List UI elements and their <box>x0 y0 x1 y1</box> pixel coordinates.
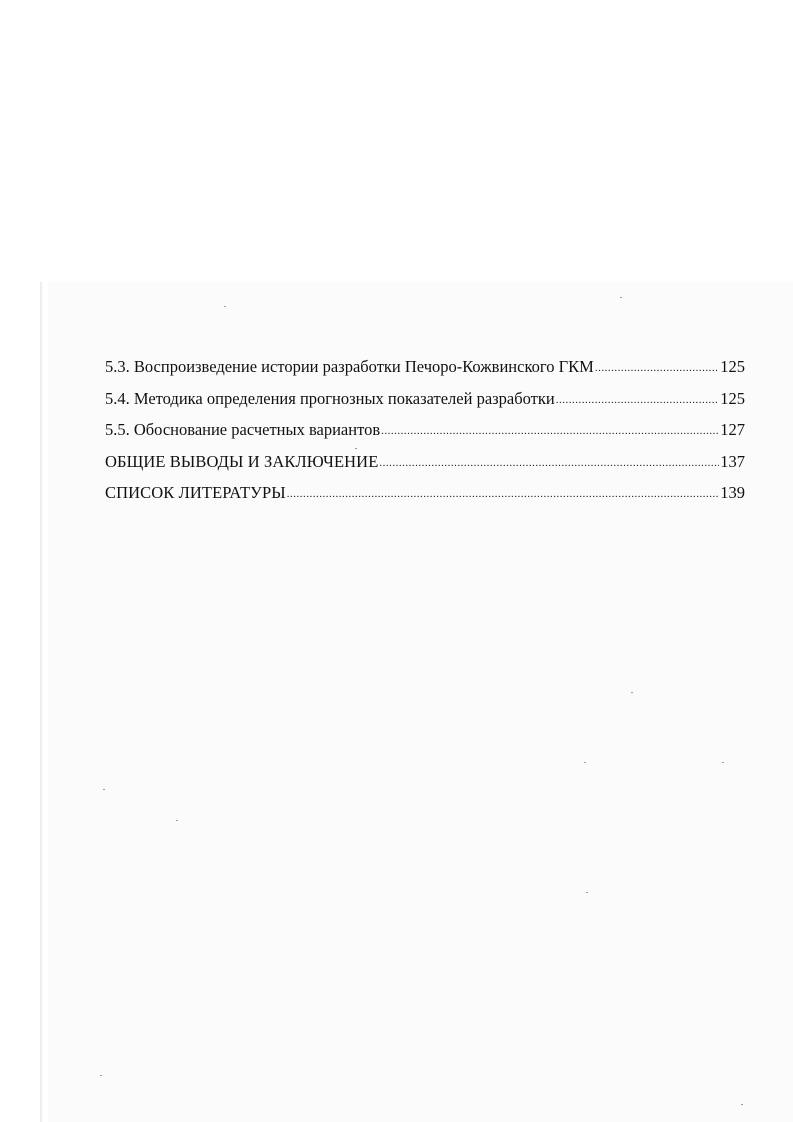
toc-entry-title: 5.4. Методика определения прогнозных показателей разработки <box>105 388 555 408</box>
toc-entry-page: 127 <box>720 420 745 439</box>
toc-entry <box>105 357 745 389</box>
scan-speck <box>224 306 226 307</box>
scan-speck <box>584 762 586 763</box>
scan-speck <box>100 1075 102 1076</box>
scan-speck <box>355 448 357 449</box>
toc-dot-leader <box>381 425 719 437</box>
toc-dot-leader <box>556 394 720 406</box>
toc-entry-page: 125 <box>720 388 745 408</box>
toc-dot-leader <box>287 488 720 500</box>
toc-entry-page: 139 <box>720 483 745 502</box>
toc-entry-page: 125 <box>720 357 745 376</box>
scan-speck <box>722 762 724 763</box>
table-of-contents <box>105 357 745 515</box>
toc-dot-leader <box>379 457 719 469</box>
toc-entry-page: 137 <box>720 451 745 471</box>
toc-entry <box>105 389 745 421</box>
toc-entry-title: ОБЩИЕ ВЫВОДЫ И ЗАКЛЮЧЕНИЕ <box>105 451 379 471</box>
toc-entry-title: 5.3. Воспроизведение истории разработки Печоро-Кожвинского ГКМ <box>105 357 594 376</box>
toc-entry <box>105 420 745 452</box>
scan-speck <box>620 297 622 298</box>
toc-entry <box>105 483 745 515</box>
toc-entry <box>105 452 745 484</box>
toc-entry-title: СПИСОК ЛИТЕРАТУРЫ <box>105 483 286 502</box>
scan-speck <box>631 692 633 693</box>
scan-edge <box>40 282 43 1122</box>
scan-speck <box>741 1104 743 1105</box>
toc-entry-title: 5.5. Обоснование расчетных вариантов <box>105 420 381 439</box>
toc-dot-leader <box>595 362 719 374</box>
scan-speck <box>586 892 588 893</box>
scan-speck <box>176 820 178 821</box>
scan-speck <box>103 789 105 790</box>
